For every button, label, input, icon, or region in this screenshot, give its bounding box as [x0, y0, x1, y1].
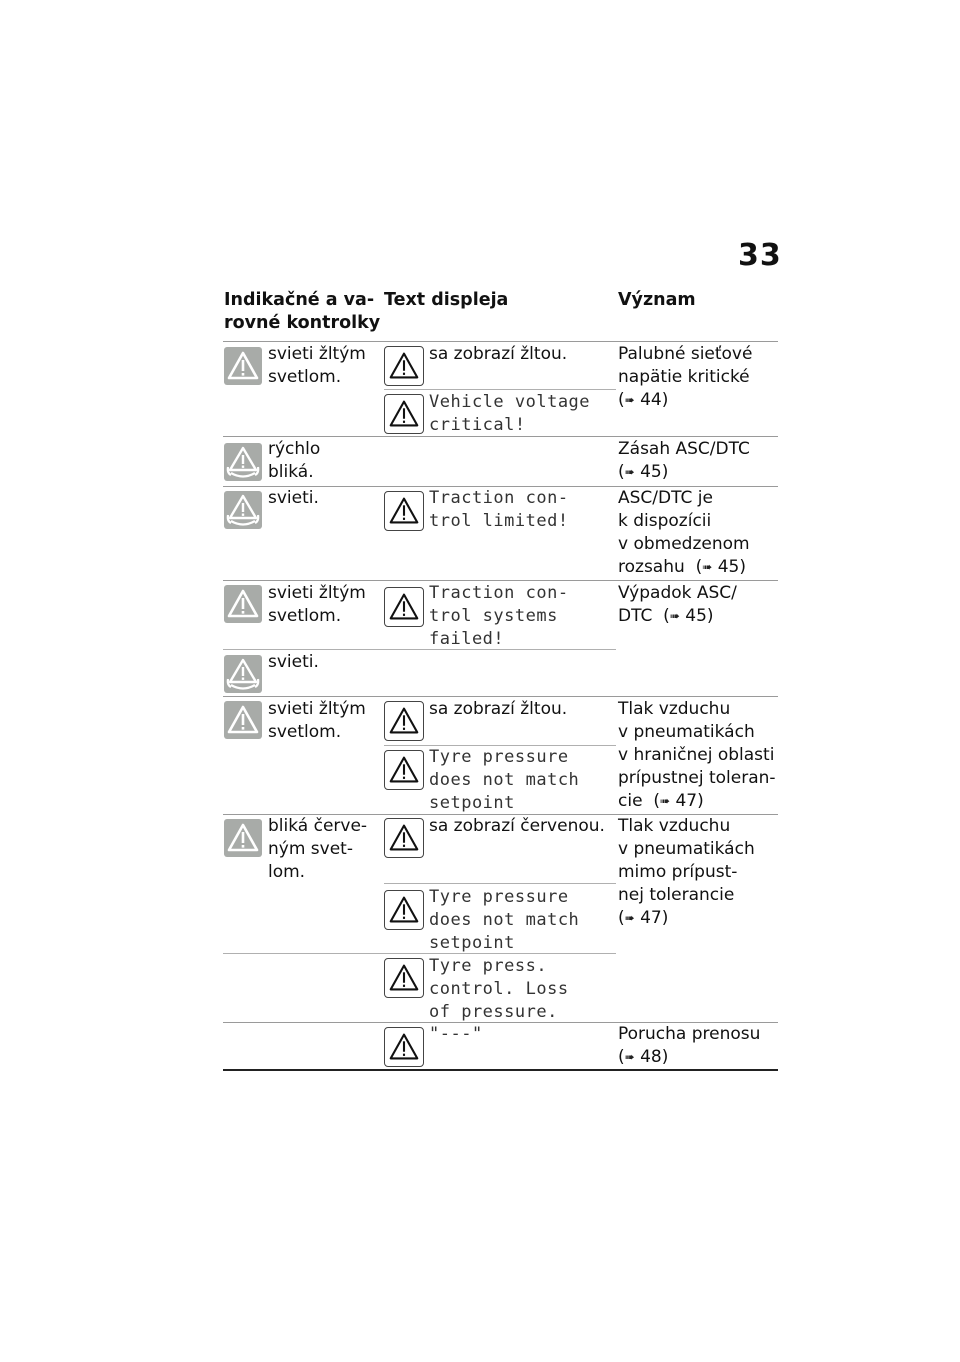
display-text: sa zobrazí červenou. — [429, 816, 605, 836]
text-line: setpoint — [429, 793, 515, 813]
reference-page: 48) — [640, 1047, 669, 1067]
warning-triangle-lamp-icon — [224, 585, 262, 623]
page-reference[interactable]: rozsahu (➠ 45) — [618, 557, 746, 577]
text-line: Zásah ASC/DTC — [618, 439, 750, 459]
warning-triangle-lamp-icon — [224, 347, 262, 385]
display-warning-icon — [384, 587, 424, 627]
arrow-reference-icon: ➠ — [624, 1050, 635, 1064]
table-bottom-rule — [223, 1069, 778, 1071]
reference-page: 47) — [675, 791, 704, 811]
text-line: Tlak vzduchu — [618, 816, 731, 836]
display-message: "---" — [429, 1024, 483, 1044]
indicator-description: svieti. — [268, 488, 319, 508]
text-line: Palubné sieťové — [618, 344, 753, 364]
text-line: prípustnej toleran- — [618, 768, 776, 788]
text-line: v hraničnej oblasti — [618, 745, 775, 765]
text-line: svetlom. — [268, 367, 342, 387]
text-line: v pneumatikách — [618, 839, 755, 859]
text-line: does not match — [429, 770, 580, 790]
display-message — [429, 487, 569, 533]
text-line: k dispozícii — [618, 511, 712, 531]
text-line: lom. — [268, 862, 306, 882]
reference-page: 47) — [640, 908, 669, 928]
display-message — [429, 886, 579, 955]
page-reference[interactable]: (➠ 44) — [618, 390, 669, 410]
text-line: of pressure. — [429, 1002, 558, 1022]
reference-page: 44) — [640, 390, 669, 410]
text-line: Vehicle voltage — [429, 392, 591, 412]
row-divider — [223, 580, 778, 581]
text-line: rozsahu — [618, 557, 685, 577]
text-line: Traction con- — [429, 488, 569, 508]
text-line: cie — [618, 791, 643, 811]
warning-triangle-lamp-icon — [224, 701, 262, 739]
meaning — [618, 1023, 760, 1069]
text-line: DTC — [618, 606, 653, 626]
indicator-description — [268, 698, 366, 744]
display-warning-icon — [384, 958, 424, 998]
page-reference[interactable]: (➠ 47) — [618, 908, 669, 928]
arrow-reference-icon: ➠ — [624, 911, 635, 925]
cell-divider — [384, 389, 616, 390]
warning-triangle-lamp-icon — [224, 819, 262, 857]
display-message — [429, 582, 569, 651]
reference-page: 45) — [640, 462, 669, 482]
arrow-reference-icon: ➠ — [659, 794, 671, 808]
page-reference[interactable]: DTC (➠ 45) — [618, 606, 714, 626]
text-line: svetlom. — [268, 722, 342, 742]
meaning — [618, 815, 755, 930]
text-line: control. Loss — [429, 979, 569, 999]
meaning — [618, 343, 752, 412]
indicator-description — [268, 582, 366, 628]
meaning — [618, 698, 776, 813]
text-line: svieti žltým — [268, 344, 366, 364]
text-line: Tlak vzduchu — [618, 699, 731, 719]
text-line: v obmedzenom — [618, 534, 750, 554]
page-reference[interactable]: cie (➠ 47) — [618, 791, 704, 811]
text-line: trol systems — [429, 606, 558, 626]
text-line: bliká červe- — [268, 816, 368, 836]
text-line: critical! — [429, 415, 526, 435]
meaning — [618, 487, 750, 579]
text-line: Traction con- — [429, 583, 569, 603]
text-line: svieti žltým — [268, 699, 366, 719]
arrow-reference-icon: ➠ — [624, 465, 635, 479]
display-warning-icon — [384, 750, 424, 790]
display-warning-icon — [384, 346, 424, 386]
page-number: 33 — [738, 238, 782, 273]
page-reference[interactable]: (➠ 45) — [618, 462, 669, 482]
header-line: Indikačné a va- — [224, 290, 375, 310]
text-line: ným svet- — [268, 839, 353, 859]
arrow-reference-icon: ➠ — [702, 560, 713, 574]
text-line: Tyre pressure — [429, 887, 569, 907]
text-line: failed! — [429, 629, 505, 649]
page-reference[interactable]: (➠ 48) — [618, 1047, 669, 1067]
display-warning-icon — [384, 818, 424, 858]
column-header-indicators — [224, 289, 380, 335]
text-line: Tyre pressure — [429, 747, 569, 767]
indicator-description — [268, 815, 367, 884]
text-line: setpoint — [429, 933, 515, 953]
display-message — [429, 955, 569, 1024]
reference-page: 45) — [685, 606, 714, 626]
text-line: bliká. — [268, 462, 314, 482]
reference-page: 45) — [717, 557, 746, 577]
text-line: Tyre press. — [429, 956, 548, 976]
text-line: rýchlo — [268, 439, 321, 459]
indicator-description — [268, 343, 366, 389]
header-line: rovné kontrolky — [224, 313, 381, 333]
indicator-description: svieti. — [268, 652, 319, 672]
text-line: does not match — [429, 910, 580, 930]
arrow-reference-icon: ➠ — [624, 393, 635, 407]
meaning — [618, 582, 737, 628]
text-line: svieti žltým — [268, 583, 366, 603]
display-message — [429, 391, 590, 437]
text-line: Porucha prenosu — [618, 1024, 761, 1044]
text-line: trol limited! — [429, 511, 569, 531]
table-header-rule — [223, 341, 778, 342]
display-warning-icon — [384, 1027, 424, 1067]
text-line: nej tolerancie — [618, 885, 735, 905]
text-line: ASC/DTC je — [618, 488, 713, 508]
display-warning-icon — [384, 890, 424, 930]
indicator-description — [268, 438, 320, 484]
row-divider — [223, 696, 778, 697]
column-header-display-text: Text displeja — [384, 290, 509, 310]
asc-dtc-lamp-icon — [224, 443, 262, 481]
text-line: mimo prípust- — [618, 862, 738, 882]
display-text: sa zobrazí žltou. — [429, 344, 568, 364]
display-warning-icon — [384, 394, 424, 434]
meaning — [618, 438, 750, 484]
display-warning-icon — [384, 701, 424, 741]
text-line: svetlom. — [268, 606, 342, 626]
display-text: sa zobrazí žltou. — [429, 699, 568, 719]
cell-divider — [384, 883, 616, 884]
display-warning-icon — [384, 491, 424, 531]
text-line: v pneumatikách — [618, 722, 755, 742]
asc-dtc-lamp-icon — [224, 655, 262, 693]
text-line: Výpadok ASC/ — [618, 583, 737, 603]
asc-dtc-lamp-icon — [224, 491, 262, 529]
column-header-meaning: Význam — [618, 290, 696, 310]
display-message — [429, 746, 579, 815]
text-line: napätie kritické — [618, 367, 750, 387]
arrow-reference-icon: ➠ — [669, 609, 680, 623]
